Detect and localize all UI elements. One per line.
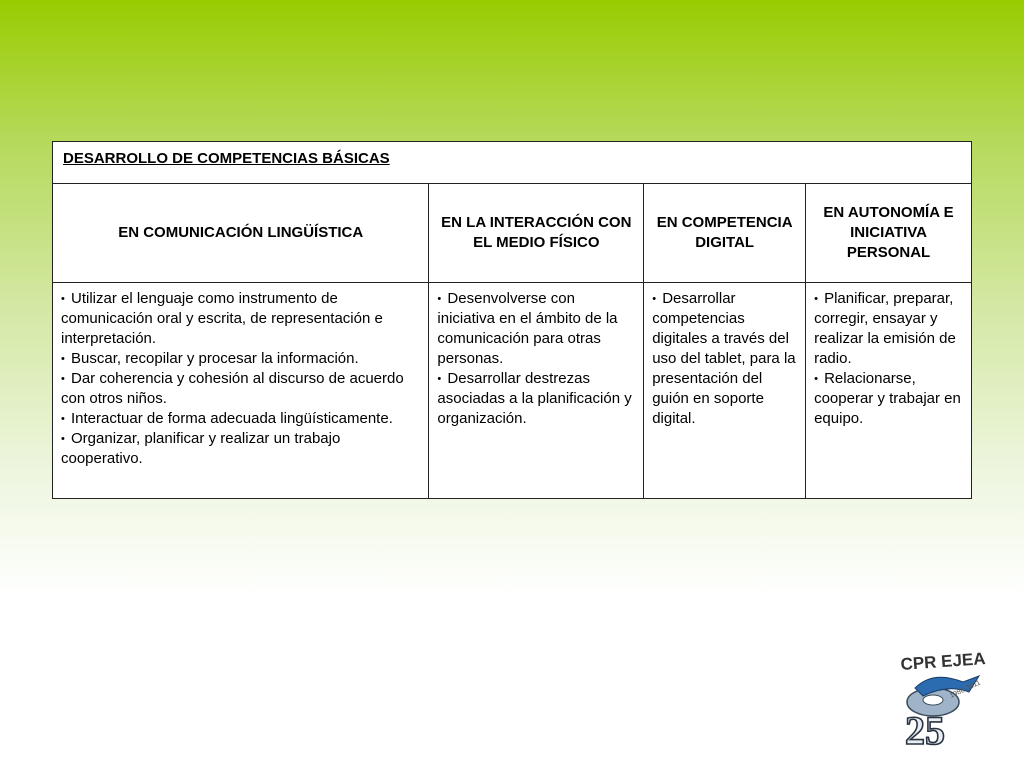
column-linguistica xyxy=(53,283,429,499)
cpr-ejea-logo xyxy=(893,650,1003,750)
list-item xyxy=(61,289,420,349)
list-item xyxy=(61,349,420,369)
list-item-text: Desenvolverse con iniciativa en el ámbito de la comunicación para otras personas. xyxy=(437,290,618,367)
header-digital: EN COMPETENCIA DIGITAL xyxy=(644,184,806,283)
list-item-text: Buscar, recopilar y procesar la información. xyxy=(71,350,359,367)
column-digital xyxy=(644,283,806,499)
list-item-text: Utilizar el lenguaje como instrumento de comunicación oral y escrita, de representación e interpretación. xyxy=(61,290,383,347)
column-medio-fisico xyxy=(429,283,644,499)
bullet-icon: • xyxy=(61,353,65,365)
table-title: DESARROLLO DE COMPETENCIAS BÁSICAS xyxy=(63,150,390,167)
logo-text: CPR EJEA xyxy=(899,650,987,674)
list-item xyxy=(652,289,797,429)
list-item xyxy=(61,369,420,409)
list-item xyxy=(814,369,963,429)
list-item-text: Desarrollar competencias digitales a través del uso del tablet, para la presentación del guión en soporte digital. xyxy=(652,290,796,427)
bullet-icon: • xyxy=(437,293,442,305)
bullet-icon: • xyxy=(61,413,65,425)
list-item-text: Organizar, planificar y realizar un trabajo cooperativo. xyxy=(61,430,341,467)
list-item-text: Planificar, preparar, corregir, ensayar y realizar la emisión de radio. xyxy=(814,290,956,367)
bullet-icon: • xyxy=(61,373,65,385)
list-item-text: Interactuar de forma adecuada lingüísticamente. xyxy=(71,410,393,427)
bullet-icon: • xyxy=(61,293,65,305)
list-item xyxy=(61,429,420,469)
list-item-text: Relacionarse, cooperar y trabajar en equipo. xyxy=(814,370,961,427)
bullet-list xyxy=(61,289,420,469)
logo-graphic xyxy=(893,650,1003,750)
header-linguistica: EN COMUNICACIÓN LINGÜÍSTICA xyxy=(53,184,429,283)
bullet-list xyxy=(652,289,797,429)
bullet-icon: • xyxy=(61,433,65,445)
header-medio-fisico: EN LA INTERACCIÓN CON EL MEDIO FÍSICO xyxy=(429,184,644,283)
bullet-icon: • xyxy=(814,293,818,305)
column-autonomia xyxy=(806,283,972,499)
table-title-cell xyxy=(53,142,972,184)
list-item xyxy=(437,369,635,429)
list-item-text: Desarrollar destrezas asociadas a la planificación y organización. xyxy=(437,370,632,427)
bullet-icon: • xyxy=(437,373,442,385)
header-autonomia: EN AUTONOMÍA E INICIATIVA PERSONAL xyxy=(806,184,972,283)
list-item xyxy=(437,289,635,369)
logo-years: 1986-2011 xyxy=(948,679,982,700)
logo-disc-center xyxy=(923,695,943,705)
logo-number: 25 xyxy=(905,708,945,750)
bullet-list xyxy=(814,289,963,429)
list-item xyxy=(814,289,963,369)
bullet-icon: • xyxy=(652,293,657,305)
competencias-table xyxy=(52,141,972,499)
bullet-icon: • xyxy=(814,373,818,385)
list-item-text: Dar coherencia y cohesión al discurso de acuerdo con otros niños. xyxy=(61,370,404,407)
list-item xyxy=(61,409,420,429)
bullet-list xyxy=(437,289,635,429)
